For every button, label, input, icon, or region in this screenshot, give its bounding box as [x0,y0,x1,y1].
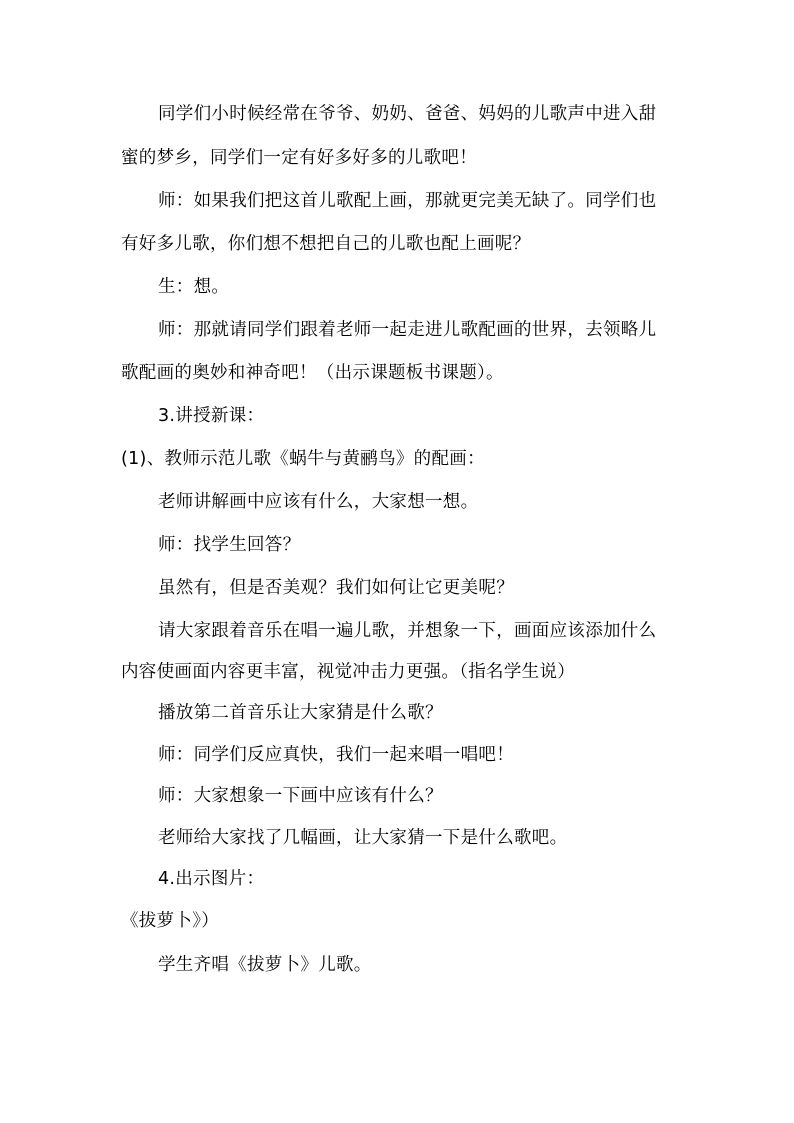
paragraph-line: 《拔萝卜》） [121,911,220,931]
paragraph-line: 歌配画的奥妙和神奇吧！（出示课题板书课题）。 [121,363,504,383]
paragraph-line: 师：找学生回答？ [158,535,301,555]
paragraph-line: 师：如果我们把这首儿歌配上画，那就更完美无缺了。同学们也 [158,191,657,211]
paragraph-line: 播放第二首音乐让大家猜是什么歌？ [158,703,443,723]
paragraph-line: 蜜的梦乡，同学们一定有好多好多的儿歌吧！ [121,148,477,168]
paragraph-line: 请大家跟着音乐在唱一遍儿歌，并想象一下，画面应该添加什么 [158,621,657,641]
paragraph-line: 师：大家想象一下画中应该有什么？ [158,786,443,806]
paragraph-line: 学生齐唱《拔萝卜》儿歌。 [158,955,372,975]
paragraph-line: 师：那就请同学们跟着老师一起走进儿歌配画的世界，去领略儿 [158,320,657,340]
paragraph-line: 同学们小时候经常在爷爷、奶奶、爸爸、妈妈的儿歌声中进入甜 [158,104,657,124]
subsection-heading: (1)、教师示范儿歌《蜗牛与黄鹂鸟》的配画： [121,449,485,469]
paragraph-line: 虽然有，但是否美观？我们如何让它更美呢？ [158,578,514,598]
paragraph-line: 有好多儿歌，你们想不想把自己的儿歌也配上画呢？ [121,234,531,254]
paragraph-line: 老师给大家找了几幅画，让大家猜一下是什么歌吧。 [158,828,568,848]
paragraph-line: 生：想。 [158,277,230,297]
paragraph-line: 老师讲解画中应该有什么，大家想一想。 [158,492,479,512]
paragraph-line: 内容使画面内容更丰富，视觉冲击力更强。（指名学生说） [121,662,576,682]
section-heading: 3.讲授新课： [158,406,265,426]
section-heading: 4.出示图片： [158,869,265,889]
paragraph-line: 师：同学们反应真快，我们一起来唱一唱吧！ [158,745,514,765]
